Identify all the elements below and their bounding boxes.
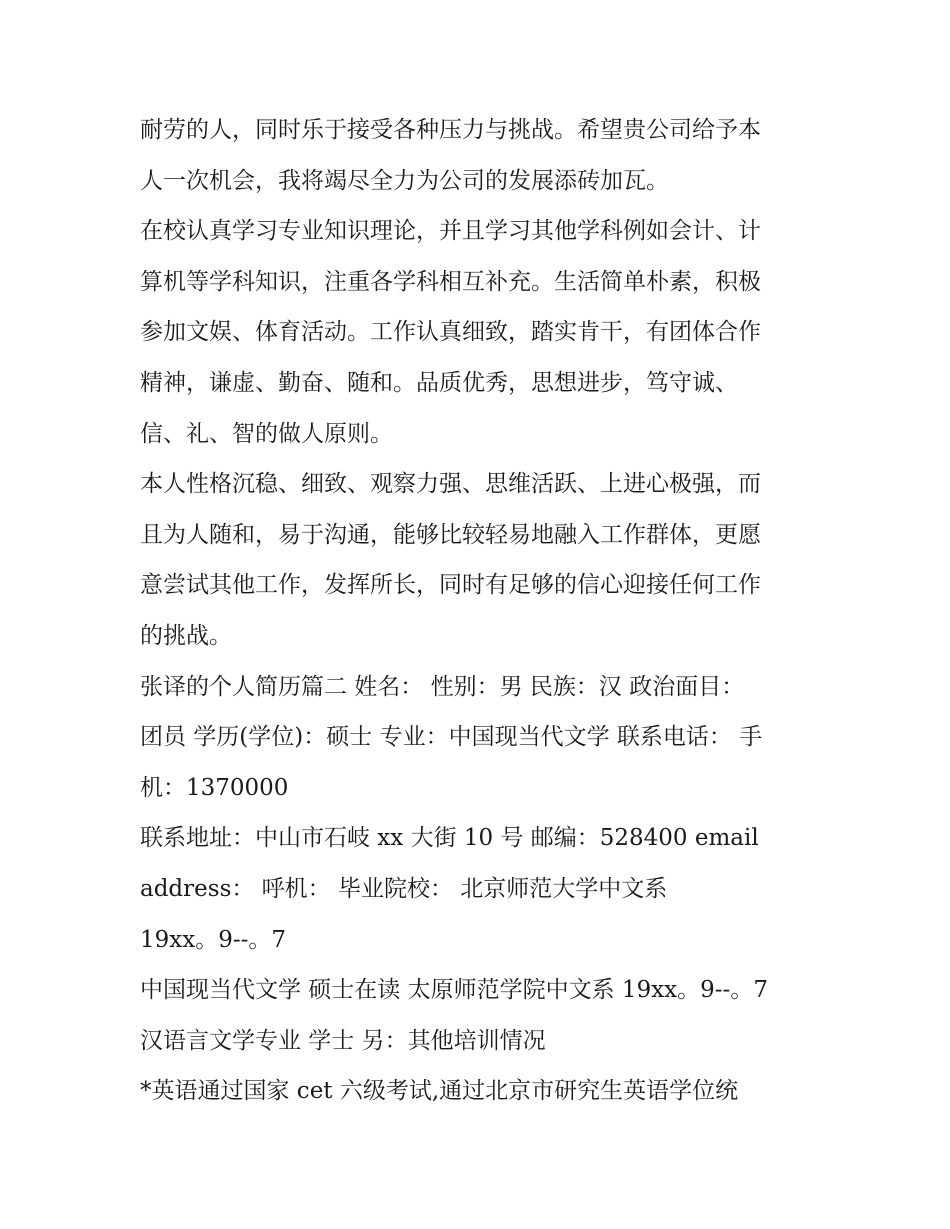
text-line-18: 中国现当代文学 硕士在读 太原师范学院中文系 19xx。9--。7 — [140, 977, 768, 1004]
text-line-11: 的挑战。 — [140, 622, 232, 649]
resume-text-body — [140, 105, 820, 1117]
text-line-6: 精神，谦虚、勤奋、随和。品质优秀，思想进步，笃守诚、 — [140, 369, 738, 396]
text-line-7: 信、礼、智的做人原则。 — [140, 420, 393, 447]
text-line-12: 张译的个人简历篇二 姓名： 性别：男 民族：汉 政治面目： — [140, 673, 745, 700]
text-line-19: 汉语言文学专业 学士 另：其他培训情况 — [140, 1027, 546, 1054]
text-line-13: 团员 学历(学位)：硕士 专业：中国现当代文学 联系电话： 手 — [140, 724, 763, 751]
text-line-10: 意尝试其他工作，发挥所长，同时有足够的信心迎接任何工作 — [140, 572, 761, 599]
text-line-2: 人一次机会，我将竭尽全力为公司的发展添砖加瓦。 — [140, 167, 669, 194]
text-line-1: 耐劳的人，同时乐于接受各种压力与挑战。希望贵公司给予本 — [140, 117, 761, 143]
text-line-3: 在校认真学习专业知识理论，并且学习其他学科例如会计、计 — [140, 218, 761, 245]
text-line-14: 机：1370000 — [140, 774, 289, 801]
text-line-17: 19xx。9--。7 — [140, 926, 287, 953]
text-line-16: address： 呼机： 毕业院校： 北京师范大学中文系 — [140, 875, 668, 902]
text-line-15: 联系地址：中山市石岐 xx 大街 10 号 邮编：528400 email — [140, 825, 759, 852]
text-line-5: 参加文娱、体育活动。工作认真细致，踏实肯干，有团体合作 — [140, 319, 761, 346]
text-line-8: 本人性格沉稳、细致、观察力强、思维活跃、上进心极强，而 — [140, 471, 761, 498]
text-line-20: *英语通过国家 cet 六级考试,通过北京市研究生英语学位统 — [140, 1078, 739, 1105]
text-line-9: 且为人随和，易于沟通，能够比较轻易地融入工作群体，更愿 — [140, 521, 761, 548]
text-line-4: 算机等学科知识，注重各学科相互补充。生活简单朴素，积极 — [140, 268, 761, 295]
